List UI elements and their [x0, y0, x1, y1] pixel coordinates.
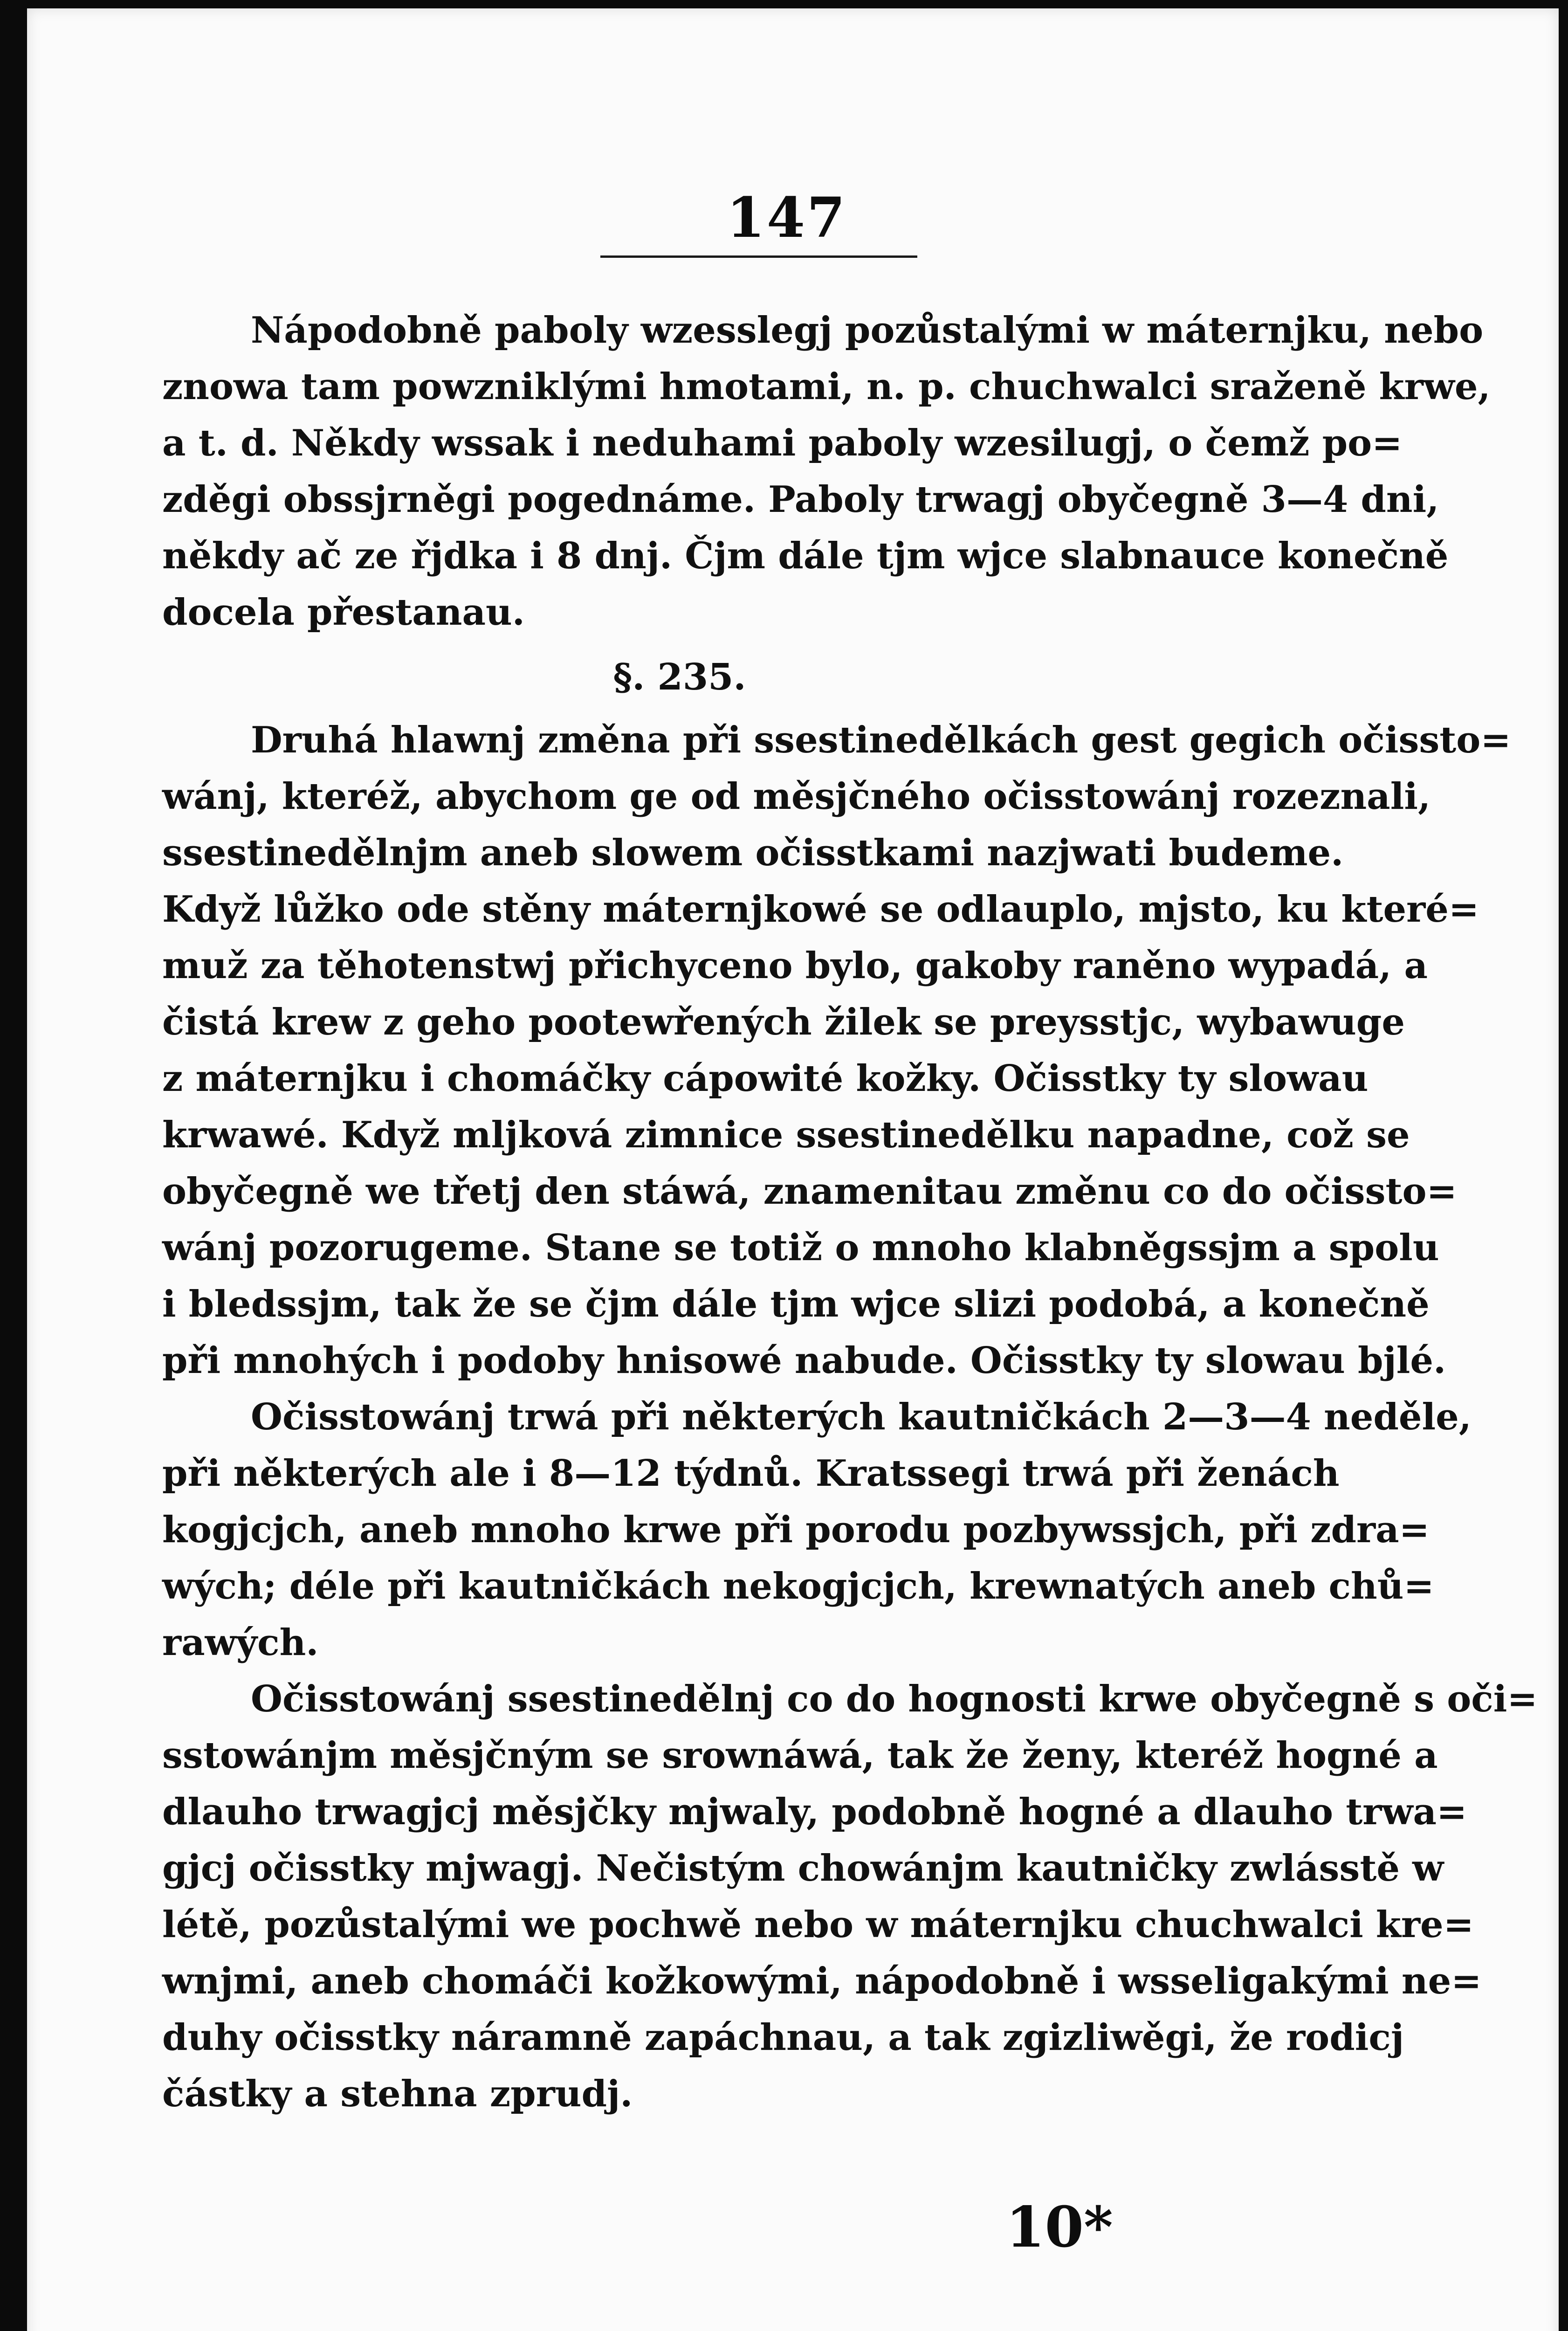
page-number: 147 [726, 185, 847, 250]
body-text [162, 302, 1538, 2122]
text-line: při mnohých i podoby hnisowé nabude. Očisstky ty slowau bjlé. [162, 1339, 1446, 1382]
text-line: wánj pozorugeme. Stane se totiž o mnoho klabněgssjm a spolu [162, 1227, 1439, 1269]
text-line: duhy očisstky náramně zapáchnau, a tak zgizliwěgi, že rodicj [162, 2016, 1404, 2059]
text-line: i bledssjm, tak že se čjm dále tjm wjce slizi podobá, a konečně [162, 1283, 1430, 1325]
text-line: a t. d. Někdy wssak i neduhami paboly wzesilugj, o čemž po= [162, 422, 1403, 464]
text-line: muž za těhotenstwj přichyceno bylo, gakoby raněno wypadá, a [162, 945, 1428, 987]
text-line: docela přestanau. [162, 591, 525, 634]
text-line: gjcj očisstky mjwagj. Nečistým chowánjm kautničky zwlásstě w [162, 1847, 1444, 1890]
text-line: Když lůžko ode stěny máternjkowé se odlauplo, mjsto, ku které= [162, 888, 1479, 931]
text-line: při některých ale i 8—12 týdnů. Kratssegi trwá při ženách [162, 1452, 1340, 1495]
paragraph-4 [162, 1671, 1538, 2122]
text-line: částky a stehna zprudj. [162, 2073, 633, 2115]
header-rule [600, 255, 917, 258]
text-line: z máternjku i chomáčky cápowité kožky. Očisstky ty slowau [162, 1057, 1369, 1100]
text-line: Nápodobně paboly wzesslegj pozůstalými w máternjku, nebo [251, 309, 1484, 352]
text-line: Očisstowánj ssestinedělnj co do hognosti krwe obyčegně s oči= [251, 1678, 1538, 1720]
text-line: čistá krew z geho pootewřených žilek se preysstjc, wybawuge [162, 1001, 1405, 1043]
text-line: dlauho trwagjcj měsjčky mjwaly, podobně hogné a dlauho trwa= [162, 1791, 1467, 1833]
text-line: wánj, kteréž, abychom ge od měsjčného očisstowánj rozeznali, [162, 775, 1431, 818]
paragraph-2 [162, 712, 1511, 1389]
section-heading: §. 235. [613, 656, 746, 698]
signature-mark: 10* [1006, 2194, 1113, 2260]
text-line: wnjmi, aneb chomáči kožkowými, nápodobně i wsseligakými ne= [162, 1960, 1482, 2002]
text-line: kogjcjch, aneb mnoho krwe při porodu pozbywssjch, při zdra= [162, 1509, 1430, 1551]
text-line: znowa tam powzniklými hmotami, n. p. chuchwalci sraženě krwe, [162, 366, 1491, 408]
text-line: ssestinedělnjm aneb slowem očisstkami nazjwati budeme. [162, 832, 1344, 874]
text-line: létě, pozůstalými we pochwě nebo w máternjku chuchwalci kre= [162, 1903, 1474, 1946]
text-line: sstowánjm měsjčným se srownáwá, tak že ženy, kteréž hogné a [162, 1734, 1438, 1777]
text-line: rawých. [162, 1621, 319, 1664]
book-page [27, 8, 1559, 2331]
text-line: obyčegně we třetj den stáwá, znamenitau změnu co do očissto= [162, 1170, 1457, 1213]
text-line: wých; déle při kautničkách nekogjcjch, krewnatých aneb chů= [162, 1565, 1434, 1607]
text-line: zděgi obssjrněgi pogednáme. Paboly trwagj obyčegně 3—4 dni, [162, 478, 1439, 521]
text-line: Očisstowánj trwá při některých kautničkách 2—3—4 neděle, [251, 1396, 1472, 1438]
text-line: krwawé. Když mljková zimnice ssestinedělku napadne, což se [162, 1114, 1410, 1156]
text-line: někdy ač ze řjdka i 8 dnj. Čjm dále tjm wjce slabnauce konečně [162, 535, 1449, 577]
paragraph-1 [162, 302, 1491, 641]
paragraph-3 [162, 1389, 1472, 1671]
text-line: Druhá hlawnj změna při ssestinedělkách gest gegich očissto= [251, 719, 1511, 761]
